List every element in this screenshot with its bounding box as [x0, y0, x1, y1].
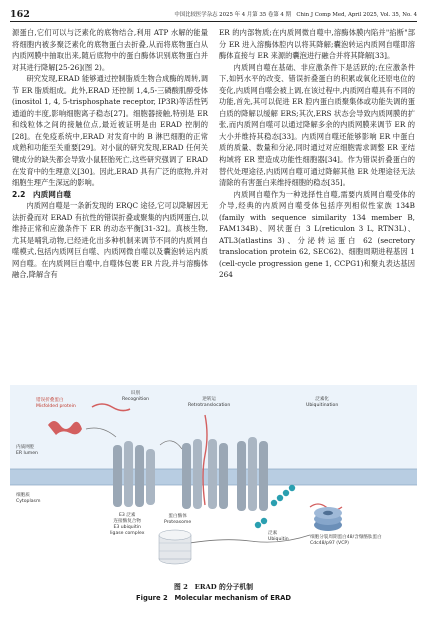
paragraph: 内质网自噬作为一种选择性自噬,需要内质网自噬受体的介导,经典的内质网自噬受体包括序列相似性家族 134B (family with sequence similarity 134 member B, FAM134B)、网状蛋白 3 L(reticulon 3 L, RTN3L)、ATL3(atlastins 3)、分泌转运蛋白 62 (secretory translocation protein 62, SEC62)、细胞周期进程基因 1 (cell-cycle progression gene 1, CCPG1)和聚丸表达基因 264	[219, 189, 415, 280]
proteasome-icon	[159, 530, 191, 564]
paragraph: 源蛋白,它们可以与泛素化的底物结合,利用 ATP 水解的能量将细胞内被多聚泛素化的底物蛋白去折叠,从而将底物蛋白从内质网膜中抽取出来,随后底物中的蛋白酶体识别底物蛋白并对其进行降解[25-26](图 2)。	[12, 28, 208, 72]
figure-caption-zh: 图 2 ERAD 的分子机制	[173, 583, 254, 591]
figure-caption-en: Figure 2 Molecular mechanism of ERAD	[136, 594, 291, 602]
recognition-label: 识别 Recognition	[122, 391, 150, 402]
er-lumen-label: 内质网腔 ER lumen	[16, 445, 38, 456]
paragraph: 研究发现,ERAD 能够通过控制脂质生物合成酶的周转,调节 ER 脂质组成。此外,ERAD 还控制 1,4,5-三磷酸肌醇受体(inositol 1, 4, 5-trisphosphate receptor, IP3R)等活性钙通道的丰度,影响细胞离子稳态[27]。细胞器接触,特别是 ER 和线粒体之间的接触位点,最近被证明是由 ERAD 控制的[28]。在免疫系统中,ERAD 对发育中的 B 淋巴细胞的正常成熟和功能至关重要[29]。对小鼠的研究发现,ERAD 任何关键成分的缺失都会导致小鼠胚胎死亡,这些研究强调了 ERAD 在发育中的生理意义[30]。因此,ERAD 具有广泛的底物,并对细胞生理产生深远的影响。	[12, 74, 208, 188]
ubiquitinated-substrate-icon	[237, 437, 268, 511]
vcp-label: 细胞分裂周期蛋白48/含缬酪肽蛋白 Cdc48/p97 (VCP)	[310, 535, 382, 546]
ubiquitin-label: 泛素 Ubiquitin	[268, 531, 289, 542]
cytoplasm-label: 细胞质 Cytoplasm	[16, 493, 41, 504]
ubiquitination-label: 泛素化 Ubiquitination	[306, 397, 339, 408]
paragraph: ER 的内部物质;在内质网微自噬中,溶酶体膜内陷并"掐断"部分 ER 进入溶酶体腔内以将其降解;囊泡转运内质网自噬即溶酶体直接与 ER 来源的囊泡进行融合并将其降解[33]。	[219, 28, 415, 61]
erad-figure	[10, 385, 417, 575]
vcp-hexamer-icon	[314, 507, 342, 531]
paragraph: 内质网自噬是一条新发现的 ERQC 途径,它可以降解因无法折叠而对 ERAD 有抗性的错误折叠或聚集的内质网蛋白,以维持正常和应激条件下 ER 的动态平衡[31-32]。真核生物,尤其是哺乳动物,已经进化出多种机制来调节不同的内质网自噬模式,包括内质网巨自噬、内质网微自噬以及囊泡转运内质网自噬。在内质网巨自噬中,自噬体包裹 ER 片段,并与溶酶体融合,降解含有	[12, 201, 208, 280]
misfolded-protein-label: 错误折叠蛋白 Misfolded protein	[36, 398, 76, 409]
right-text-column	[219, 27, 415, 281]
page-number: 162	[10, 9, 30, 20]
paragraph: 内质网自噬在基础、非应激条件下是活跃的;在应激条件下,如钙水平的改变、错误折叠蛋白的积累或氧化还原电位的变化,内质网自噬会被上调,在该过程中,内质网自噬具有不同的功能,首先,其可以促进 ER 腔内蛋白质聚集体或功能失调的蛋白质的降解以缓解 ERS;其次,ERS 状态会导致内质网膜的扩张,而内质网自噬可以通过降解多余的内质网膜来调节 ER 的大小并维持其稳态[33]。内质网自噬还能够影响 ER 中蛋白质的质量、数量和分泌,同时通过对应细胞需求调整 ER 亚结构域将 ER 塑造成功能性细胞器[34]。作为错误折叠蛋白的替代处理途径,内质网自噬可通过降解其他 ER 处理途径无法清除的有害蛋白来维持细胞的稳态[35]。	[219, 62, 415, 188]
section-heading: 2.2 内质网自噬	[12, 189, 72, 199]
header-rule	[10, 21, 417, 22]
e3-complex-label: E3 泛素 连接酶复合物 E3 ubiquitin ligase complex	[110, 513, 145, 536]
journal-running-head: 中国比较医学杂志 2025 年 4 月第 35 卷第 4 期 Chin J Comp Med, April 2025, Vol. 35, No. 4	[174, 12, 417, 18]
proteasome-label: 蛋白酶体 Proteasome	[164, 514, 192, 525]
page-header	[0, 0, 427, 24]
retrotranslocation-label: 逆转运 Retrotranslocation	[188, 397, 231, 408]
left-text-column	[12, 27, 208, 281]
